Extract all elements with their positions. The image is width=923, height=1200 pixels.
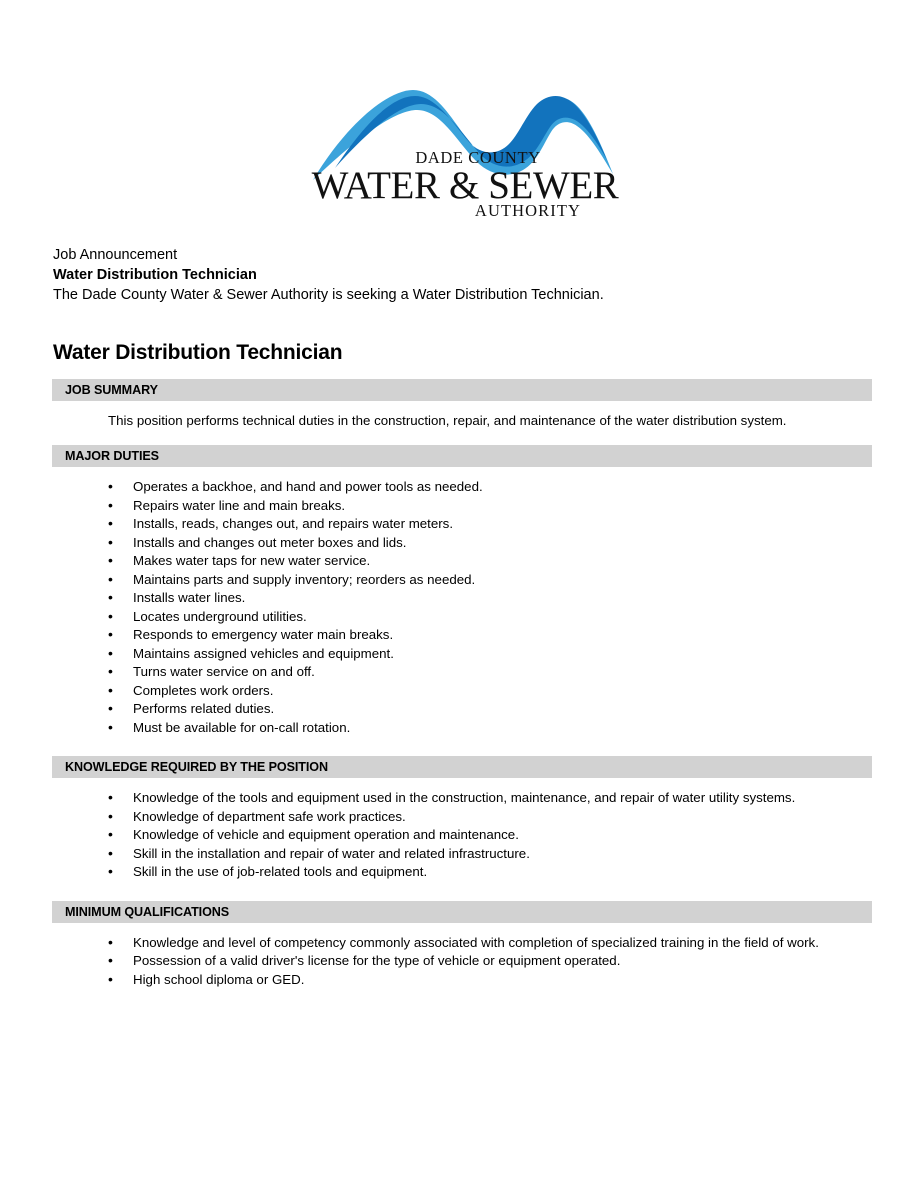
organization-logo (305, 82, 625, 222)
list-item: • Repairs water line and main breaks. (108, 497, 898, 516)
list-item: • Maintains assigned vehicles and equipment. (108, 645, 898, 664)
list-item: • Possession of a valid driver's license for the type of vehicle or equipment operated. (108, 952, 898, 971)
major-duties-list (52, 478, 872, 737)
sections-container (52, 379, 872, 989)
logo-main-line: WATER & SEWER (311, 163, 619, 207)
list-item: • Responds to emergency water main breaks. (108, 626, 898, 645)
list-item: • Installs, reads, changes out, and repairs water meters. (108, 515, 898, 534)
section-minimum-qualifications (52, 901, 872, 990)
list-item: • Operates a backhoe, and hand and power tools as needed. (108, 478, 898, 497)
section-job-summary (52, 379, 872, 445)
list-item: • Performs related duties. (108, 700, 898, 719)
section-heading-knowledge-required: KNOWLEDGE REQUIRED BY THE POSITION (52, 756, 872, 778)
section-heading-major-duties: MAJOR DUTIES (52, 445, 872, 467)
job-summary-paragraph: This position performs technical duties in the construction, repair, and maintenance of the water distribution system. (108, 413, 787, 428)
section-body-major-duties (52, 467, 872, 737)
list-item: • Installs water lines. (108, 589, 898, 608)
minimum-qualifications-list (52, 934, 872, 990)
logo-authority-line: AUTHORITY (474, 201, 582, 221)
list-item: • Skill in the installation and repair of water and related infrastructure. (108, 845, 898, 864)
logo-wordmark (305, 150, 625, 220)
list-item: • Installs and changes out meter boxes and lids. (108, 534, 898, 553)
document-header (53, 245, 873, 305)
list-item: • Makes water taps for new water service. (108, 552, 898, 571)
list-item: • Maintains parts and supply inventory; reorders as needed. (108, 571, 898, 590)
list-item: • Turns water service on and off. (108, 663, 898, 682)
logo-county-line: DADE COUNTY (415, 148, 541, 167)
list-item: • Locates underground utilities. (108, 608, 898, 627)
job-announcement-label: Job Announcement (53, 247, 178, 263)
section-knowledge-required (52, 756, 872, 901)
list-item: • Completes work orders. (108, 682, 898, 701)
header-position-title: Water Distribution Technician (53, 267, 257, 283)
section-body-knowledge-required (52, 778, 872, 882)
list-item: • Knowledge of vehicle and equipment operation and maintenance. (108, 826, 898, 845)
spacer (52, 430, 872, 445)
section-heading-minimum-qualifications: MINIMUM QUALIFICATIONS (52, 901, 872, 923)
section-body-job-summary (52, 401, 872, 430)
section-heading-job-summary: JOB SUMMARY (52, 379, 872, 401)
list-item: • Knowledge and level of competency commonly associated with completion of specialized training in the field of work. (108, 934, 898, 953)
list-item: • Skill in the use of job-related tools and equipment. (108, 863, 898, 882)
section-body-minimum-qualifications (52, 923, 872, 990)
list-item: • Knowledge of the tools and equipment used in the construction, maintenance, and repair of water utility systems. (108, 789, 898, 808)
page-title: Water Distribution Technician (53, 341, 343, 365)
spacer (52, 882, 872, 901)
header-intro-sentence: The Dade County Water & Sewer Authority is seeking a Water Distribution Technician. (53, 287, 604, 303)
list-item: • Must be available for on-call rotation. (108, 719, 898, 738)
section-major-duties (52, 445, 872, 756)
spacer (52, 737, 872, 756)
list-item: • Knowledge of department safe work practices. (108, 808, 898, 827)
list-item: • High school diploma or GED. (108, 971, 898, 990)
knowledge-required-list (52, 789, 872, 882)
